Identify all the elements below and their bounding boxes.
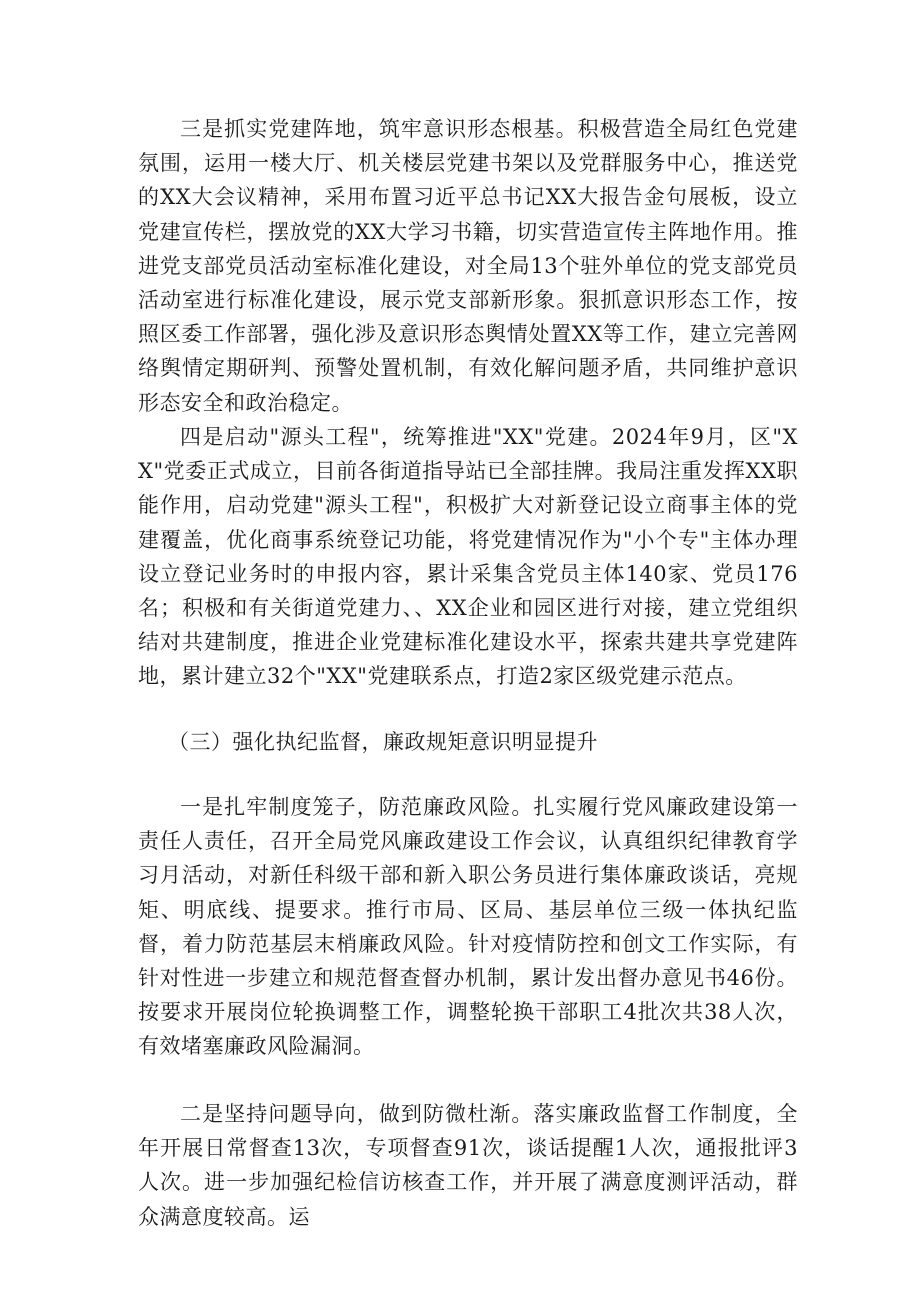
section-heading: （三）强化执纪监督，廉政规矩意识明显提升 bbox=[168, 730, 598, 754]
paragraph-problem-oriented: 二是坚持问题导向，做到防微杜渐。落实廉政监督工作制度，全年开展日常督查13次，专项督查91次，谈话提醒1人次，通报批评3人次。进一步加强纪检信访核查工作，并开展了满意度测评活动，群众满意度较高。运 bbox=[138, 1102, 798, 1229]
paragraph-institutional-cage: 一是扎牢制度笼子，防范廉政风险。扎实履行党风廉政建设第一责任人责任，召开全局党风廉政建设工作会议，认真组织纪律教育学习月活动，对新任科级干部和新入职公务员进行集体廉政谈话，亮规矩、明底线、提要求。推行市局、区局、基层单位三级一体执纪监督，着力防范基层末梢廉政风险。针对疫情防控和创文工作实际，有针对性进一步建立和规范督查督办机制，累计发出督办意见书46份。按要求开展岗位轮换调整工作，调整轮换干部职工4批次共38人次，有效堵塞廉政风险漏洞。 bbox=[138, 795, 798, 1059]
paragraph-party-building-position: 三是抓实党建阵地，筑牢意识形态根基。积极营造全局红色党建氛围，运用一楼大厅、机关楼层党建书架以及党群服务中心，推送党的XX大会议精神，采用布置习近平总书记XX大报告金句展板，设立党建宣传栏，摆放党的XX大学习书籍，切实营造宣传主阵地作用。推进党支部党员活动室标准化建设，对全局13个驻外单位的党支部党员活动室进行标准化建设，展示党支部新形象。狠抓意识形态工作，按照区委工作部署，强化涉及意识形态舆情处置XX等工作，建立完善网络舆情定期研判、预警处置机制，有效化解问题矛盾，共同维护意识形态安全和政治稳定。 bbox=[138, 117, 798, 415]
paragraph-source-project: 四是启动"源头工程"，统筹推进"XX"党建。2024年9月，区"XX"党委正式成立，目前各街道指导站已全部挂牌。我局注重发挥XX职能作用，启动党建"源头工程"，积极扩大对新登记设立商事主体的党建覆盖，优化商事系统登记功能，将党建情况作为"小个专"主体办理设立登记业务时的申报内容，累计采集含党员主体140家、党员176名；积极和有关街道党建力、、XX企业和园区进行对接，建立党组织结对共建制度，推进企业党建标准化建设水平，探索共建共享党建阵地，累计建立32个"XX"党建联系点，打造2家区级党建示范点。 bbox=[138, 425, 798, 689]
